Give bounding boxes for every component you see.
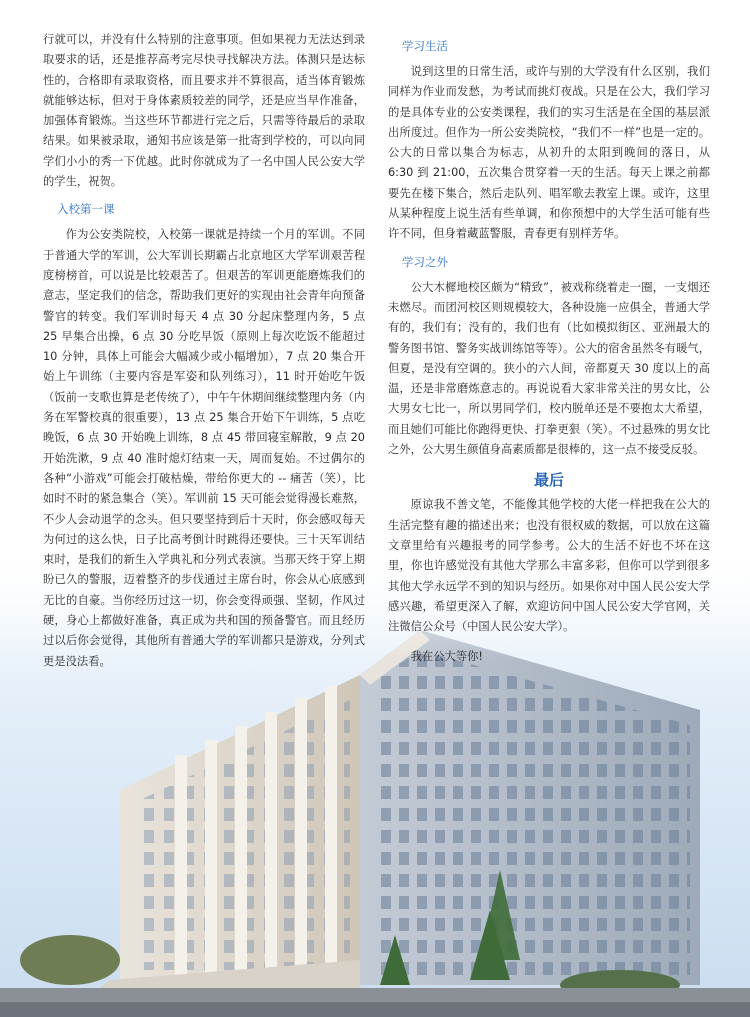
section-heading-first-lesson: 入校第一课 [57, 202, 115, 217]
section-heading-beyond-study: 学习之外 [402, 254, 448, 269]
right-column [388, 30, 710, 668]
final-paragraph: 原谅我不善文笔，不能像其他学校的大佬一样把我在公大的生活完整有趣的描述出来；也没有很权威的数据，可以放在这篇文章里给有兴趣报考的同学参考。公大的生活不好也不坏在这里，你也许感觉没有其他大学那么丰富多彩，但你可以学到很多其他大学永远学不到的知识与经历。如果你对中国人民公安大学感兴趣，希望更深入了解，欢迎访问中国人民公安大学官网，关注微信公众号（中国人民公安大学）。 [388, 498, 710, 634]
intro-paragraph: 行就可以，并没有什么特别的注意事项。但如果视力无法达到录取要求的话，还是推荐高考完尽快寻找解决方法。体测只是达标性的，合格即有录取资格，而且要求并不算很高，适当体育锻炼就能够达标，但对于身体素质较差的同学，还是应当早作准备，加强体育锻炼。当这些环节都进行完之后，只需等待最后的录取结果。如果被录取，通知书应该是第一批寄到学校的，可以向同学们小小的秀一下优越。此时你就成为了一名中国人民公安大学的学生，祝贺。 [43, 33, 365, 189]
military-training-paragraph: 作为公安类院校，入校第一课就是持续一个月的军训。不同于普通大学的军训，公大军训长期霸占北京地区大学军训艰苦程度榜榜首，可以说是比较艰苦了。但艰苦的军训更能磨炼我们的意志，坚定我们的信念，帮助我们更好的实现由社会青年向预备警官的转变。我们军训时每天 4 点 30 分起床整理内务，5 点 25 早集合出操，6 点 30 分吃早饭（原则上每次吃饭不能超过 10 分钟，具体上可能会大幅减少或小幅增加），7 点 20 集合开始上午训练（主要内容是军姿和队列练习），11 时开始吃午饭（饭前一支歌也算是老传统了），中午午休期间继续整理内务（内务在军警校真的很重要），13 点 25 集合开始下午训练，5 点吃晚饭，6 点 30 开始晚上训练，8 点 45 带回寝室解散，9 点 20 开始洗漱，9 点 40 准时熄灯结束一天，周而复始。不过偶尔的各种“小游戏”可能会打破枯燥，带给你更大的 -- 痛苦（笑），比如时不时的紧急集合（笑）。军训前 15 天可能会觉得漫长难熬，不少人会动退学的念头。但只要坚持到后十天时，你会感叹每天为何过的这么快，日子比高考倒计时跳得还要快。三十天军训结束时，是我们的新生入学典礼和分列式表演。当那天终于穿上期盼已久的警服，迈着整齐的步伐通过主席台时，你会从心底感到无比的自豪。当你经历过这一切，你会变得顽强、坚韧，作风过硬，身心上都做好准备，真正成为共和国的预备警官。而且经历过以后你会觉得，其他所有普通大学的军训都只是游戏，分列式更是没法看。 [43, 228, 365, 668]
closing-line: 我在公大等你! [410, 650, 483, 664]
beyond-study-paragraph: 公大木樨地校区颇为“精致”，被戏称绕着走一圈，一支烟还未燃尽。而团河校区则规模较大，各种设施一应俱全，普通大学有的，我们有；没有的，我们也有（比如模拟街区、亚洲最大的警务图书馆、警务实战训练馆等等）。公大的宿舍虽然冬有暖气，但夏，是没有空调的。狭小的六人间，帝都夏天 30 度以上的高温，还是非常磨炼意志的。再说说看大家非常关注的男女比，公大男女七比一，所以男同学们，校内脱单还是不要抱太大希望，而且她们可能比你跑得更快、打拳更狠（笑）。不过悬殊的男女比之外，公大男生颜值身高素质都是很棒的，这一点不接受反驳。 [388, 280, 710, 457]
left-column [43, 30, 365, 672]
section-heading-final: 最后 [533, 471, 564, 490]
section-heading-study-life: 学习生活 [402, 39, 448, 53]
study-life-paragraph: 说到这里的日常生活，或许与别的大学没有什么区别，我们同样为作业而发愁，为考试而挑灯夜战。只是在公大，我们学习的是具体专业的公安类课程，我们的实习生活是在全国的基层派出所度过。但作为一所公安类院校，“我们不一样”也是一定的。公大的日常以集合为标志，从初升的太阳到晚间的落日，从 6:30 到 21:00，五次集合贯穿着一天的生活。每天上课之前都要先在楼下集合，然后走队列、唱军歌去教室上课。或许，这里从某种程度上说生活有些单调，和你预想中的大学生活可能有些许不同，但身着藏蓝警服，青春更有别样芳华。 [388, 65, 710, 241]
